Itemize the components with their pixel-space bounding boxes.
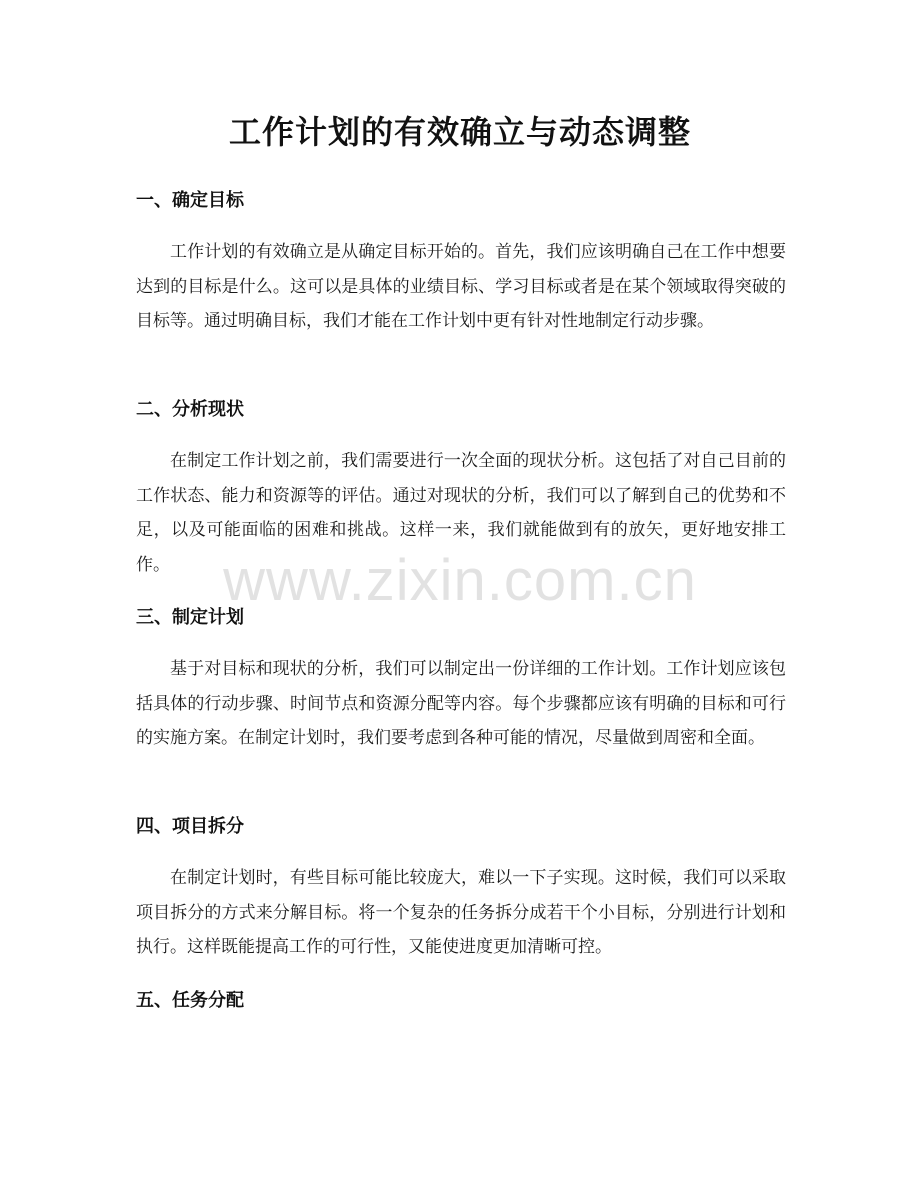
section-heading-5: 五、任务分配 xyxy=(136,990,244,1011)
section-body-1: 工作计划的有效确立是从确定目标开始的。首先，我们应该明确自己在工作中想要达到的目标是什么。这可以是具体的业绩目标、学习目标或者是在某个领域取得突破的目标等。通过明确目标，我们才能在工作计划中更有针对性地制定行动步骤。 xyxy=(136,242,786,331)
page-title: 工作计划的有效确立与动态调整 xyxy=(228,113,691,151)
section-body-3: 基于对目标和现状的分析，我们可以制定出一份详细的工作计划。工作计划应该包括具体的行动步骤、时间节点和资源分配等内容。每个步骤都应该有明确的目标和可行的实施方案。在制定计划时，我们要考虑到各种可能的情况，尽量做到周密和全面。 xyxy=(136,659,786,748)
section-heading-3: 三、制定计划 xyxy=(136,607,244,628)
section-heading-1: 一、确定目标 xyxy=(136,190,244,211)
section-heading-2: 二、分析现状 xyxy=(136,399,244,420)
watermark: www.zixin.com.cn xyxy=(223,548,697,613)
section-body-2: 在制定工作计划之前，我们需要进行一次全面的现状分析。这包括了对自己目前的工作状态、能力和资源等的评估。通过对现状的分析，我们可以了解到自己的优势和不足，以及可能面临的困难和挑战。这样一来，我们就能做到有的放矢，更好地安排工作。 xyxy=(136,451,786,575)
section-heading-4: 四、项目拆分 xyxy=(136,816,244,837)
section-body-4: 在制定计划时，有些目标可能比较庞大，难以一下子实现。这时候，我们可以采取项目拆分的方式来分解目标。将一个复杂的任务拆分成若干个小目标，分别进行计划和执行。这样既能提高工作的可行性，又能使进度更加清晰可控。 xyxy=(136,868,786,957)
